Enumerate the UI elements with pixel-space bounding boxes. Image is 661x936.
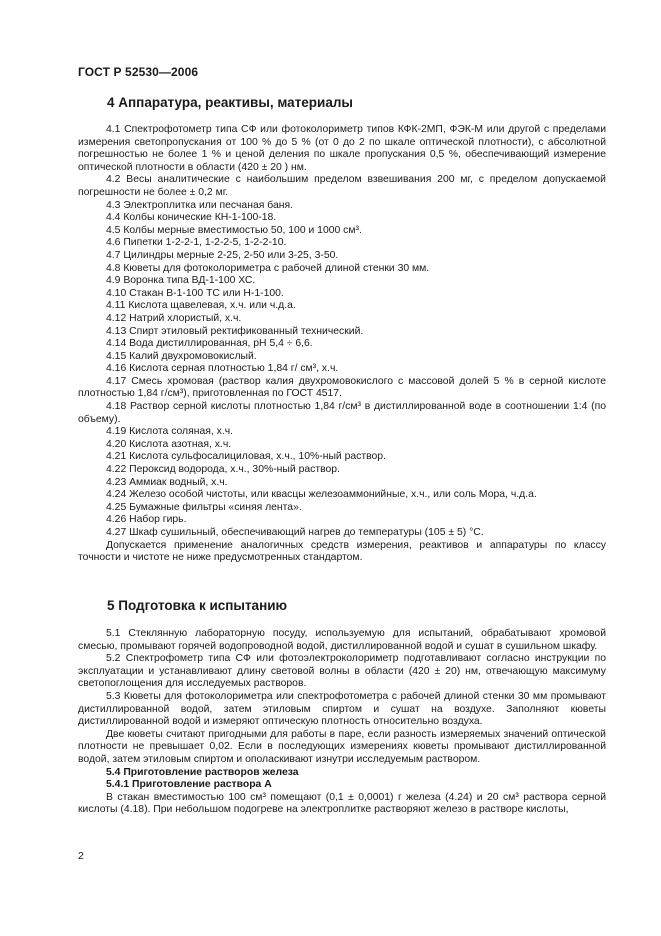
item-4-4: 4.4 Колбы конические КН-1-100-18. <box>106 212 277 224</box>
item-4-24: 4.24 Железо особой чистоты, или квасцы железоаммонийные, х.ч., или соль Мора, ч.д.а. <box>106 489 537 501</box>
item-4-10: 4.10 Стакан В-1-100 ТС или Н-1-100. <box>106 287 284 299</box>
para-5-2: 5.2 Спектрофометр типа СФ или фотоэлектроколориметр подготавливают согласно инструкции по эксплуатации и устанавливают длину световой волны в области (420 ± 20) нм, отвечающую максимуму светопоглощения для исследуемых растворов. <box>78 653 606 690</box>
item-4-14: 4.14 Вода дистиллированная, рН 5,4 ÷ 6,6. <box>106 338 313 350</box>
document-header: ГОСТ Р 52530—2006 <box>78 65 199 79</box>
item-4-13: 4.13 Спирт этиловый ректификованный технический. <box>106 325 364 337</box>
para-5-4-1: В стакан вместимостью 100 см³ помещают (0,1 ± 0,0001) г железа (4.24) и 20 см³ раствора серной кислоты (4.18). При небольшом подогреве на электроплитке растворяют железо в растворе кислоты, <box>78 791 606 816</box>
page-number: 2 <box>78 850 84 862</box>
para-5-1: 5.1 Стеклянную лабораторную посуду, используемую для испытаний, обрабатывают хромовой смесью, промывают горячей водопроводной водой, дистиллированной водой и сушат в сушильном шкафу. <box>78 628 606 652</box>
item-4-21: 4.21 Кислота сульфосалициловая, х.ч., 10%-ный раствор. <box>106 451 386 463</box>
item-4-2: 4.2 Весы аналитические с наибольшим пределом взвешивания 200 мг, с пределом допускаемой погрешности не более ± 0,2 мг. <box>78 174 606 198</box>
item-4-22: 4.22 Пероксид водорода, х.ч., 30%-ный раствор. <box>106 464 340 476</box>
item-4-6: 4.6 Пипетки 1-2-2-1, 1-2-2-5, 1-2-2-10. <box>106 237 287 249</box>
heading-5-4: 5.4 Приготовление растворов железа <box>106 766 299 778</box>
item-4-12: 4.12 Натрий хлористый, х.ч. <box>106 312 242 324</box>
section-5-title: 5 Подготовка к испытанию <box>107 598 288 613</box>
item-4-11: 4.11 Кислота щавелевая, х.ч. или ч.д.а. <box>106 300 296 312</box>
item-4-26: 4.26 Набор гирь. <box>106 514 187 526</box>
section-5-body <box>78 628 606 817</box>
item-4-1: 4.1 Спектрофотометр типа СФ или фотоколориметр типов КФК-2МП, ФЭК-М или другой с пределами измерения светопропускания от 100 % до 5 % (от 0 до 2 по шкале оптической плотности), с абсолютной погрешностью не более 1 % и ценой деления по шкале пропускания 0,5 %, обеспечивающий измерение оптической плотности в области (420 ± 20 ) нм. <box>78 124 606 173</box>
item-4-3: 4.3 Электроплитка или песчаная баня. <box>106 199 293 211</box>
item-4-8: 4.8 Кюветы для фотоколориметра с рабочей длиной стенки 30 мм. <box>106 262 430 274</box>
section-4-body <box>78 124 606 565</box>
para-5-3-note: Две кюветы считают пригодными для работы в паре, если разность измеряемых значений оптической плотности не превышает 0,02. Если в последующих измерениях кюветы промывают дистиллированной водой, затем этиловым спиртом и ополаскивают изнутри исследуемым раствором. <box>78 728 606 765</box>
heading-5-4-1: 5.4.1 Приготовление раствора А <box>106 779 272 791</box>
item-4-16: 4.16 Кислота серная плотностью 1,84 г/ см³, х.ч. <box>106 363 339 375</box>
section-4-note: Допускается применение аналогичных средств измерения, реактивов и аппаратуры по классу точности и чистоте не ниже предусмотренных стандартом. <box>78 539 606 564</box>
item-4-27: 4.27 Шкаф сушильный, обеспечивающий нагрев до температуры (105 ± 5) °С. <box>106 527 484 538</box>
item-4-17: 4.17 Смесь хромовая (раствор калия двухромовокислого с массовой долей 5 % в серной кислоте плотностью 1,84 г/см³), приготовленная по ГОСТ 4517. <box>78 375 606 400</box>
item-4-23: 4.23 Аммиак водный, х.ч. <box>106 476 228 488</box>
item-4-7: 4.7 Цилиндры мерные 2-25, 2-50 или 3-25, 3-50. <box>106 249 339 261</box>
item-4-19: 4.19 Кислота соляная, х.ч. <box>106 426 234 438</box>
item-4-9: 4.9 Воронка типа ВД-1-100 ХС. <box>106 275 256 287</box>
item-4-15: 4.15 Калий двухромовокислый. <box>106 350 257 362</box>
item-4-25: 4.25 Бумажные фильтры «синяя лента». <box>106 501 302 513</box>
item-4-5: 4.5 Колбы мерные вместимостью 50, 100 и 1000 см³. <box>106 224 362 236</box>
para-5-3: 5.3 Кюветы для фотоколориметра или спектрофотометра с рабочей длиной стенки 30 мм промывают дистиллированной водой, затем этиловым спиртом и сушат на воздухе. Заполняют кюветы дистиллированной водой и измеряют оптическую плотность относительно воздуха. <box>78 690 606 728</box>
item-4-18: 4.18 Раствор серной кислоты плотностью 1,84 г/см³ в дистиллированной воде в соотношении 1:4 (по объему). <box>78 401 606 425</box>
section-4-title: 4 Аппаратура, реактивы, материалы <box>107 95 353 110</box>
item-4-20: 4.20 Кислота азотная, х.ч. <box>106 438 232 450</box>
